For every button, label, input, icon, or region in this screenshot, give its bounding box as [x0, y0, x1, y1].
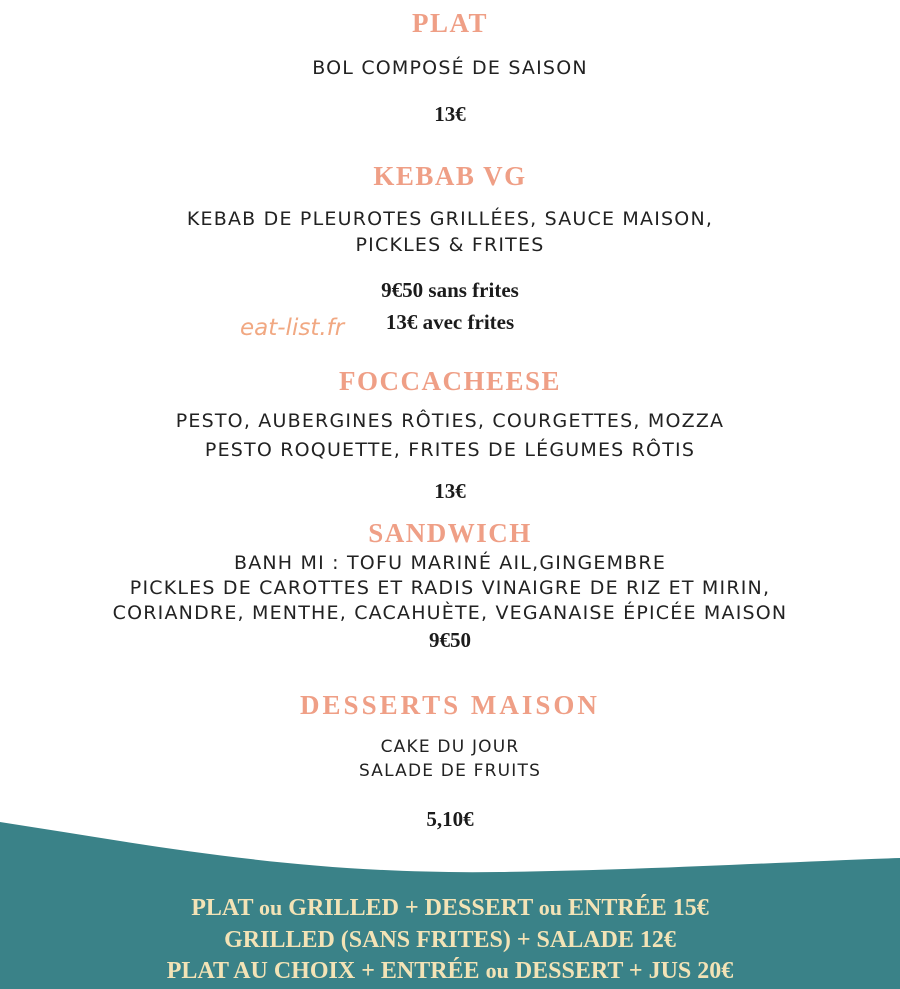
section-description-kebab-vg-line1: KEBAB DE PLEUROTES GRILLÉES, SAUCE MAISON,	[186, 208, 714, 230]
section-price-sandwich: 9€50	[429, 628, 471, 652]
section-price-plat: 13€	[434, 102, 466, 126]
formula-1-part-d: ou	[538, 895, 563, 920]
formula-1-part-b: ou	[259, 895, 283, 920]
formula-1-part-e: ENTRÉE 15€	[562, 895, 709, 921]
section-description-kebab-vg-line2: PICKLES & FRITES	[355, 234, 545, 256]
section-heading-plat: PLAT	[411, 8, 488, 38]
section-description-plat: BOL COMPOSÉ DE SAISON	[312, 57, 588, 79]
section-description-desserts-line1: CAKE DU JOUR	[380, 737, 520, 757]
formula-2-part-a: GRILLED (SANS FRITES) + SALADE 12€	[224, 927, 676, 953]
section-heading-kebab-vg: KEBAB VG	[373, 161, 527, 191]
section-description-sandwich-line1: BANH MI : TOFU MARINÉ AIL,GINGEMBRE	[233, 552, 667, 574]
formula-line-1	[0, 893, 900, 923]
section-description-desserts-line2: SALADE DE FRUITS	[358, 761, 542, 781]
formula-line-2	[0, 925, 900, 955]
formula-3-part-c: DESSERT + JUS 20€	[508, 958, 734, 984]
section-price-kebab-vg-sans-frites: 9€50 sans frites	[381, 278, 519, 302]
section-price-foccacheese: 13€	[434, 479, 466, 503]
section-description-foccacheese-line2: PESTO ROQUETTE, FRITES DE LÉGUMES RÔTIS	[204, 439, 696, 461]
section-heading-foccacheese: FOCCACHEESE	[338, 366, 562, 396]
section-heading-sandwich: SANDWICH	[368, 518, 532, 548]
section-heading-desserts-maison: DESSERTS MAISON	[300, 690, 600, 720]
section-description-foccacheese-line1: PESTO, AUBERGINES RÔTIES, COURGETTES, MOZZA	[175, 410, 725, 432]
formula-3-part-a: PLAT AU CHOIX + ENTRÉE	[166, 958, 486, 984]
section-price-kebab-vg-avec-frites: 13€ avec frites	[385, 310, 515, 334]
formula-1-part-c: GRILLED + DESSERT	[282, 895, 539, 921]
section-description-sandwich-line3: CORIANDRE, MENTHE, CACAHUÈTE, VEGANAISE ÉPICÉE MAISON	[112, 602, 788, 624]
formula-line-3	[0, 956, 900, 986]
section-description-sandwich-line2: PICKLES DE CAROTTES ET RADIS VINAIGRE DE RIZ ET MIRIN,	[129, 577, 771, 599]
formula-3-part-b: ou	[485, 958, 509, 983]
formula-1-part-a: PLAT	[191, 895, 260, 921]
section-price-desserts: 5,10€	[426, 807, 474, 831]
watermark-eat-list: eat-list.fr	[240, 315, 345, 341]
